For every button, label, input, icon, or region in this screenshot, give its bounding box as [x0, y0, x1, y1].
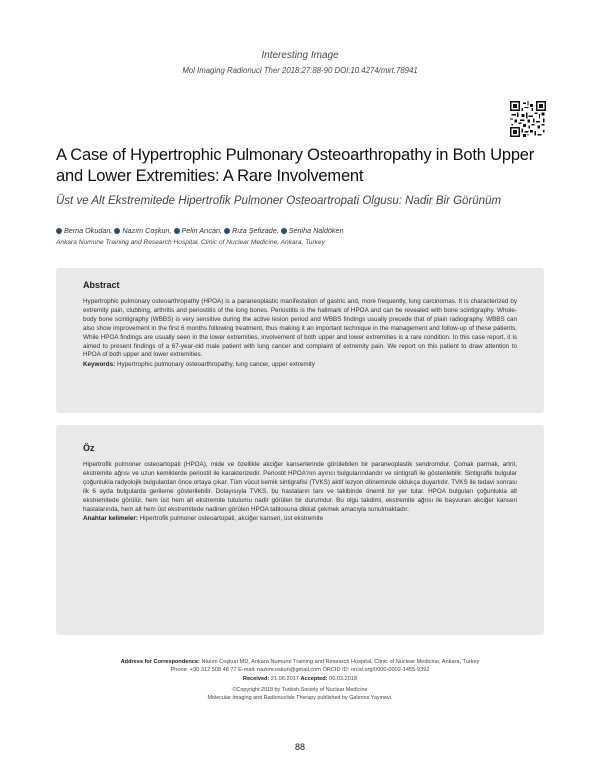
- abstract-text: Hypertrophic pulmonary osteoarthropathy (HPOA) is a paraneoplastic manifestation of gastric and, more frequently, lung carcinomas. It is characterized by extremity pain, clubbing, arthritis and periostitis of the long bones. Periostitis is the hallmark of HPOA and can be revealed with bone scintigraphy. Whole-body bone scintigraphy (WBBS) is very sensitive during the active lesion period and WBBS findings usually precede that of plain radiography. WBBS can also show improvement in the first 6 months following treatment, thus making it an important technique in the management and follow-up of these patients. While HPOA findings are usually seen in the lower extremities, involvement of both upper and lower extremities is a rare condition. In this case report, it is aimed to present findings of a 67-year-old male patient with lung cancer and complaint of extremity pain. We report on this patient to draw attention to HPOA of both upper and lower extremities.: [83, 298, 517, 359]
- author-affiliation: Ankara Numune Training and Research Hospital, Clinic of Nuclear Medicine, Ankara, Turkey: [56, 239, 325, 246]
- received-date: 21.06.2017: [270, 675, 299, 682]
- abstract-keywords: [83, 361, 517, 370]
- journal-reference: Mol Imaging Radionucl Ther 2018;27:88-90 DOI:10.4274/mirt.78941: [182, 66, 418, 75]
- correspondence-block: [56, 658, 544, 683]
- qr-code-icon[interactable]: [510, 101, 546, 137]
- received-label: Received:: [242, 675, 270, 682]
- orcid-icon[interactable]: [174, 228, 180, 234]
- anahtar-kelimeler-value: Hipertrofik pulmoner osteoartopati, akciğer kanseri, üst ekstremite: [139, 515, 324, 523]
- running-header: [0, 50, 600, 75]
- oz-text: Hipertrofik pulmoner osteoartopati (HPOA), mide ve özellikle akciğer kanserlerinde görülebilen bir paraneoplastik sendromdur. Çomak parmak, artrit, ekstremite ağrısı ve uzun kemiklerde periostit ile karakterizedir. Periostit HPOA'nın ayırıcı bulgularındandır ve sintigrafi ile gösterilebilir. Sintigrafik bulgular çoğunlukla radyolojik bulgulardan önce ortaya çıkar. Tüm vücut kemik sintigrafisi (TVKS) aktif lezyon döneminde oldukça duyarlıdır. TVKS ile tedavi sonrası ilk 6 ayda bulgularda gerileme gösterilebilir. Dolayısıyla TVKS, bu hastaların tanı ve takibinde önemli bir yer tutar. HPOA bulguları çoğunlukla alt ekstremitede görülür, hem üst hem alt ekstremite tutulumu nadir görülen bir durumdur. Bu olgu takdimi, ekstremite ağrısı ile başvuran akciğer kanseri hastalarında, hem alt hem üst ekstremitede nadiren görülen HPOA tablosuna dikkat çekmek amacıyla sunulmaktadır.: [83, 461, 517, 513]
- orcid-icon[interactable]: [281, 228, 287, 234]
- author-list: [56, 226, 345, 235]
- accepted-date: 06.03.2018: [329, 675, 358, 682]
- correspondence-label: Address for Correspondence:: [120, 659, 200, 665]
- orcid-icon[interactable]: [56, 228, 62, 234]
- oz-heading: Öz: [83, 443, 95, 453]
- copyright-block: [56, 687, 544, 703]
- keywords-label: Keywords:: [83, 361, 116, 369]
- copyright-line: ©Copyright 2018 by Turkish Society of Nuclear Medicine: [232, 687, 368, 693]
- correspondence-contact[interactable]: Phone: +90 312 508 48 77 E-mail: nazimcoskun@gmail.com ORCID ID: orcid.org/0000-0002-1455-9392: [170, 667, 430, 674]
- orcid-icon[interactable]: [114, 228, 120, 234]
- keywords-value: Hypertrophic pulmonary osteoarthropathy, lung cancer, upper extremity: [116, 361, 315, 369]
- author[interactable]: Pelin Arıcan,: [174, 226, 222, 235]
- correspondence-text: Nazım Coşkun MD, Ankara Numune Training and Research Hospital, Clinic of Nuclear Medicine, Ankara, Turkey: [201, 659, 480, 665]
- oz-keywords: [83, 515, 517, 524]
- abstract-heading: Abstract: [83, 280, 120, 290]
- author[interactable]: Seniha Naldöken: [281, 226, 344, 235]
- page-number: 88: [294, 742, 305, 752]
- correspondence-address: [56, 658, 544, 666]
- article-title: A Case of Hypertrophic Pulmonary Osteoarthropathy in Both Upper and Lower Extremities: A Rare Involvement: [56, 146, 535, 185]
- accepted-label: Accepted:: [300, 675, 328, 682]
- publisher-line: Molecular Imaging and Radionuclide Therapy published by Galenos Yayınevi.: [207, 694, 393, 701]
- article-category: Interesting Image: [261, 50, 339, 61]
- received-accepted-dates: [56, 675, 544, 683]
- article-subtitle: Üst ve Alt Ekstremitede Hipertrofik Pulmoner Osteoartropati Olgusu: Nadir Bir Görünüm: [56, 195, 502, 207]
- abstract-section: [56, 268, 544, 413]
- orcid-icon[interactable]: [224, 228, 230, 234]
- author[interactable]: Berna Okudan,: [56, 226, 112, 235]
- oz-section: [56, 425, 544, 635]
- author[interactable]: Nazım Coşkun,: [114, 226, 171, 235]
- author[interactable]: Rıza Şefizade,: [224, 226, 279, 235]
- anahtar-kelimeler-label: Anahtar kelimeler:: [83, 515, 138, 523]
